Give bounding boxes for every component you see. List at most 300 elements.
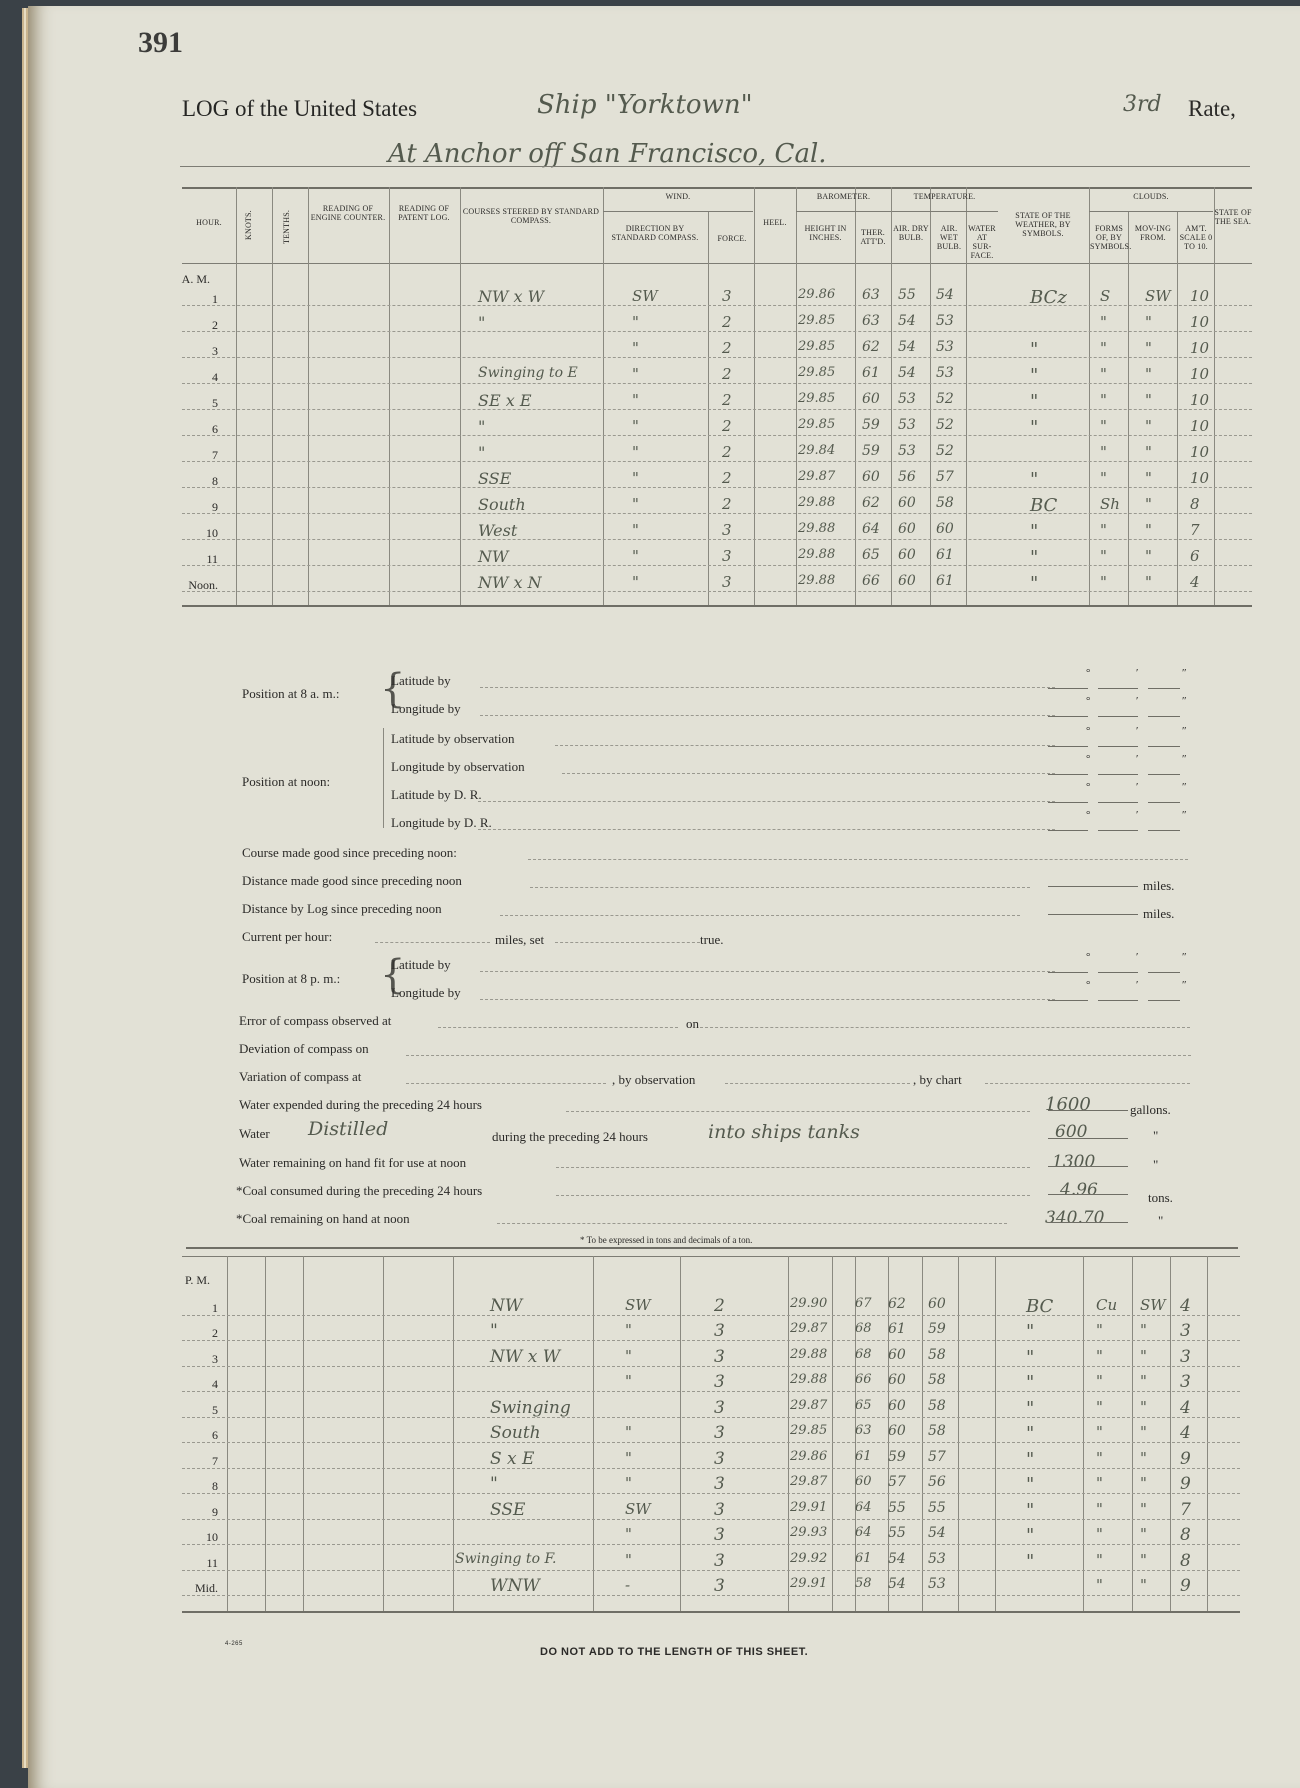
cloud-forms-cell: " bbox=[1096, 1346, 1103, 1365]
dms-box bbox=[1048, 1000, 1088, 1001]
baro-ther-cell: 61 bbox=[862, 365, 880, 381]
cloud-forms-header: FORMS OF, BY SYMBOLS. bbox=[1090, 224, 1132, 251]
air-wet-cell: 58 bbox=[936, 495, 954, 511]
cloud-amount-cell: 10 bbox=[1190, 313, 1210, 331]
dms-box bbox=[1048, 716, 1088, 717]
hour-cell: 2 bbox=[212, 318, 218, 332]
dms-box bbox=[1148, 774, 1180, 775]
baro-height-cell: 29.92 bbox=[790, 1550, 828, 1566]
course-cell: NW bbox=[490, 1295, 523, 1316]
deviation: Deviation of compass on bbox=[239, 1041, 369, 1056]
course-cell: " bbox=[490, 1474, 498, 1494]
barometer-header: BAROMETER. bbox=[816, 192, 871, 201]
dms-box bbox=[1048, 774, 1088, 775]
air-wet-cell: 58 bbox=[928, 1397, 946, 1414]
hour-cell: 11 bbox=[206, 552, 218, 566]
hour-cell: 7 bbox=[212, 1453, 218, 1468]
pm-col-line bbox=[227, 1256, 228, 1611]
air-dry-cell: 53 bbox=[898, 417, 916, 433]
weather-cell: " bbox=[1030, 573, 1039, 594]
cloud-forms-cell: " bbox=[1100, 443, 1107, 461]
degree-mark: ° bbox=[1086, 781, 1091, 793]
degree-mark: ° bbox=[1086, 809, 1091, 821]
water-distilled-hand: Distilled bbox=[308, 1118, 389, 1140]
am-col-line bbox=[796, 187, 797, 605]
wind-dir-cell: " bbox=[625, 1423, 632, 1441]
clouds-header: CLOUDS. bbox=[1133, 192, 1169, 201]
air-dry-cell: 59 bbox=[888, 1448, 906, 1465]
wind-dir-cell: " bbox=[625, 1550, 632, 1569]
current: Current per hour: bbox=[242, 929, 333, 944]
pm-bottom-rule bbox=[182, 1611, 1240, 1613]
baro-ther-cell: 65 bbox=[862, 547, 880, 563]
baro-height-cell: 29.86 bbox=[790, 1448, 828, 1464]
degree-mark: ° bbox=[1086, 725, 1091, 737]
wind-force-cell: 2 bbox=[722, 391, 732, 409]
wind-force-cell: 2 bbox=[722, 443, 732, 461]
second-mark: ″ bbox=[1182, 809, 1187, 821]
pos8am-label: Position at 8 a. m.: bbox=[242, 686, 340, 701]
long-by-8pm: Longitude by bbox=[391, 985, 461, 1000]
minute-mark: ′ bbox=[1136, 979, 1139, 991]
weather-cell: " bbox=[1030, 365, 1039, 386]
coal-consumed: *Coal consumed during the preceding 24 hours bbox=[236, 1183, 483, 1198]
course-cell: NW bbox=[478, 547, 509, 566]
air-wet-cell: 52 bbox=[936, 391, 954, 407]
page-number: 391 bbox=[138, 26, 183, 59]
cloud-amount-cell: 4 bbox=[1180, 1295, 1191, 1316]
true-label: true. bbox=[700, 932, 724, 947]
degree-mark: ° bbox=[1086, 753, 1091, 765]
fill-line bbox=[406, 1083, 606, 1084]
fill-line bbox=[700, 1027, 1190, 1028]
course-cell: " bbox=[478, 313, 486, 332]
baro-ther-cell: 66 bbox=[862, 573, 880, 589]
coal-remaining-value: 340.70 bbox=[1045, 1208, 1105, 1228]
am-row-rule bbox=[182, 435, 1252, 436]
fill-line bbox=[725, 1083, 910, 1084]
cloud-forms-cell: " bbox=[1096, 1499, 1103, 1518]
course-cell: West bbox=[478, 521, 518, 540]
long-by-8am: Longitude by bbox=[391, 701, 461, 716]
cloud-forms-cell: S bbox=[1100, 287, 1111, 305]
fill-line bbox=[406, 1055, 1191, 1056]
degree-mark: ° bbox=[1086, 695, 1091, 707]
heel-header: HEEL. bbox=[763, 218, 787, 227]
coal-remaining: *Coal remaining on hand at noon bbox=[236, 1211, 410, 1226]
dms-box bbox=[1148, 830, 1180, 831]
cloud-amount-cell: 8 bbox=[1190, 495, 1200, 513]
hour-cell: 9 bbox=[212, 500, 218, 514]
baro-ther-cell: 61 bbox=[855, 1448, 872, 1464]
clouds-group-rule bbox=[1089, 211, 1213, 212]
cloud-moving-cell: " bbox=[1140, 1550, 1147, 1569]
water-expended-value: 1600 bbox=[1045, 1094, 1091, 1115]
air-dry-cell: 60 bbox=[888, 1397, 906, 1414]
weather-cell: " bbox=[1030, 417, 1039, 438]
cloud-moving-cell: " bbox=[1145, 339, 1152, 357]
baro-height-cell: 29.93 bbox=[790, 1525, 828, 1540]
cloud-amount-cell: 6 bbox=[1190, 547, 1200, 565]
baro-height-cell: 29.85 bbox=[798, 417, 836, 432]
air-wet-cell: 54 bbox=[928, 1525, 946, 1541]
air-dry-cell: 53 bbox=[898, 391, 916, 407]
air-wet-cell: 55 bbox=[928, 1499, 946, 1516]
wind-force-cell: 3 bbox=[714, 1321, 725, 1341]
hour-cell: 3 bbox=[212, 344, 218, 358]
cloud-moving-header: MOV-ING FROM. bbox=[1134, 224, 1172, 242]
wind-dir-cell: SW bbox=[632, 287, 658, 305]
am-label: A. M. bbox=[181, 272, 210, 286]
pm-col-line bbox=[593, 1256, 594, 1611]
dms-box bbox=[1148, 972, 1180, 973]
course-cell: Swinging to E bbox=[478, 365, 578, 381]
water-surface-header: WATER AT SUR-FACE. bbox=[968, 224, 996, 260]
course-good: Course made good since preceding noon: bbox=[242, 845, 457, 860]
pm-row-rule bbox=[182, 1519, 1240, 1520]
value-box bbox=[1048, 1138, 1128, 1139]
am-row-rule bbox=[182, 357, 1252, 358]
weather-cell: " bbox=[1030, 339, 1039, 360]
cloud-forms-cell: " bbox=[1096, 1448, 1103, 1467]
dms-box bbox=[1048, 972, 1088, 973]
water-remaining: Water remaining on hand fit for use at noon bbox=[239, 1155, 467, 1170]
air-wet-cell: 59 bbox=[928, 1321, 946, 1337]
pm-row-rule bbox=[182, 1570, 1240, 1571]
weather-cell: " bbox=[1030, 521, 1039, 542]
cloud-forms-cell: " bbox=[1100, 573, 1107, 591]
air-wet-cell: 58 bbox=[928, 1423, 946, 1439]
fill-line bbox=[478, 801, 1055, 802]
wind-force-header: FORCE. bbox=[717, 234, 747, 243]
cloud-amount-cell: 9 bbox=[1180, 1448, 1191, 1469]
tenths-header: TENTHS. bbox=[282, 209, 291, 244]
cloud-moving-cell: " bbox=[1140, 1423, 1147, 1441]
hour-cell: 6 bbox=[212, 1428, 218, 1442]
pm-col-line bbox=[453, 1256, 454, 1611]
cloud-forms-cell: " bbox=[1096, 1576, 1103, 1594]
cloud-moving-cell: " bbox=[1145, 365, 1152, 383]
air-dry-cell: 54 bbox=[888, 1550, 906, 1567]
wind-dir-cell: " bbox=[632, 313, 639, 331]
wind-force-cell: 3 bbox=[714, 1346, 725, 1367]
am-row-rule bbox=[182, 461, 1252, 462]
course-cell: SSE bbox=[478, 469, 512, 488]
air-wet-cell: 53 bbox=[928, 1550, 946, 1567]
cloud-amount-cell: 10 bbox=[1190, 417, 1210, 435]
gallons: gallons. bbox=[1130, 1102, 1171, 1117]
air-dry-cell: 60 bbox=[898, 573, 916, 589]
dist-good: Distance made good since preceding noon bbox=[242, 873, 462, 888]
air-wet-cell: 60 bbox=[928, 1295, 946, 1312]
location: At Anchor off San Francisco, Cal. bbox=[388, 139, 827, 169]
cloud-amount-header: AM'T. SCALE 0 TO 10. bbox=[1179, 224, 1213, 251]
am-col-line bbox=[603, 187, 604, 605]
am-row-rule bbox=[182, 331, 1252, 332]
ship-name: Ship "Yorktown" bbox=[537, 90, 753, 120]
wind-dir-cell: " bbox=[632, 417, 639, 435]
dms-box bbox=[1098, 774, 1138, 775]
air-dry-cell: 60 bbox=[888, 1372, 906, 1388]
wind-force-cell: 3 bbox=[714, 1525, 725, 1545]
dms-box bbox=[1098, 972, 1138, 973]
cloud-forms-cell: " bbox=[1100, 313, 1107, 331]
second-mark: ″ bbox=[1182, 951, 1187, 963]
fill-line bbox=[562, 773, 1055, 774]
baro-ther-cell: 64 bbox=[855, 1525, 872, 1540]
pm-col-line bbox=[788, 1256, 789, 1611]
by-obs: , by observation bbox=[612, 1072, 696, 1087]
fill-line bbox=[555, 745, 1055, 746]
pm-col-line bbox=[265, 1256, 266, 1611]
wind-group-rule bbox=[603, 211, 753, 212]
course-cell: " bbox=[478, 443, 486, 462]
am-row-rule bbox=[182, 409, 1252, 410]
air-wet-cell: 61 bbox=[936, 547, 954, 563]
rate-label: Rate, bbox=[1188, 96, 1236, 121]
value-box bbox=[1048, 886, 1138, 887]
cloud-amount-cell: 7 bbox=[1190, 521, 1200, 539]
air-wet-cell: 53 bbox=[936, 365, 954, 381]
course-cell: SE x E bbox=[478, 391, 532, 410]
second-mark: ″ bbox=[1182, 979, 1187, 991]
wind-direction-header: DIRECTION BY STANDARD COMPASS. bbox=[611, 224, 699, 242]
weather-cell: BC bbox=[1030, 495, 1058, 516]
lat-obs: Latitude by observation bbox=[391, 731, 515, 746]
weather-cell: " bbox=[1026, 1423, 1035, 1444]
am-col-line bbox=[460, 187, 461, 605]
weather-cell: " bbox=[1026, 1321, 1035, 1342]
hour-cell: 5 bbox=[212, 1402, 218, 1417]
wind-dir-cell: " bbox=[632, 469, 639, 487]
air-wet-cell: 61 bbox=[936, 573, 954, 589]
air-wet-cell: 52 bbox=[936, 443, 954, 459]
baro-ther-cell: 68 bbox=[855, 1346, 872, 1362]
noon-bracket bbox=[383, 728, 384, 828]
cloud-moving-cell: " bbox=[1145, 469, 1152, 487]
baro-height-cell: 29.85 bbox=[798, 313, 836, 328]
sea-state-header: STATE OF THE SEA. bbox=[1214, 208, 1252, 226]
cloud-amount-cell: 10 bbox=[1190, 391, 1210, 409]
temperature-header: TEMPERATURE. bbox=[913, 192, 976, 201]
log-title bbox=[182, 90, 753, 122]
baro-height-cell: 29.87 bbox=[790, 1397, 828, 1413]
pm-row-rule bbox=[182, 1493, 1240, 1494]
hour-header: HOUR. bbox=[196, 218, 222, 227]
hour-cell: Noon. bbox=[188, 578, 218, 592]
pm-row-rule bbox=[182, 1340, 1240, 1341]
wind-force-cell: 3 bbox=[714, 1372, 725, 1392]
footnote: * To be expressed in tons and decimals of a ton. bbox=[580, 1235, 753, 1245]
cloud-forms-cell: " bbox=[1096, 1321, 1103, 1339]
fill-line bbox=[985, 1083, 1190, 1084]
hour-cell: Mid. bbox=[194, 1581, 218, 1595]
title-prefix: LOG of the United States bbox=[182, 96, 418, 121]
pm-col-line bbox=[383, 1256, 384, 1611]
cloud-moving-cell: " bbox=[1140, 1525, 1147, 1543]
minute-mark: ′ bbox=[1136, 781, 1139, 793]
pm-row-rule bbox=[182, 1391, 1240, 1392]
course-cell: South bbox=[478, 495, 526, 514]
weather-cell: BCz bbox=[1030, 287, 1067, 308]
fill-line bbox=[478, 829, 1055, 830]
second-mark: ″ bbox=[1182, 667, 1187, 679]
cloud-moving-cell: " bbox=[1140, 1448, 1147, 1467]
am-col-line bbox=[308, 187, 309, 605]
degree-mark: ° bbox=[1086, 951, 1091, 963]
pm-col-line bbox=[922, 1256, 923, 1611]
air-dry-cell: 55 bbox=[888, 1499, 906, 1516]
air-wet-cell: 52 bbox=[936, 417, 954, 433]
am-row-rule bbox=[182, 539, 1252, 540]
variation: Variation of compass at bbox=[239, 1069, 362, 1084]
pm-col-line bbox=[1207, 1256, 1208, 1611]
baro-height-cell: 29.88 bbox=[798, 521, 836, 536]
cloud-moving-cell: SW bbox=[1140, 1295, 1166, 1314]
air-dry-cell: 55 bbox=[888, 1525, 906, 1541]
hour-cell: 11 bbox=[206, 1555, 218, 1570]
baro-temp-group-rule bbox=[796, 211, 998, 212]
baro-ther-header: THER. ATT'D. bbox=[860, 228, 886, 246]
fill-line bbox=[480, 999, 1055, 1000]
baro-ther-cell: 62 bbox=[862, 339, 880, 355]
baro-ther-cell: 58 bbox=[855, 1576, 872, 1591]
cloud-forms-cell: " bbox=[1096, 1423, 1103, 1441]
baro-height-cell: 29.91 bbox=[790, 1576, 828, 1591]
cloud-moving-cell: " bbox=[1140, 1346, 1147, 1365]
minute-mark: ′ bbox=[1136, 753, 1139, 765]
hour-cell: 2 bbox=[212, 1326, 218, 1340]
hour-cell: 10 bbox=[206, 526, 218, 540]
am-col-line bbox=[855, 187, 856, 605]
wind-dir-cell: " bbox=[632, 391, 639, 409]
cloud-amount-cell: 3 bbox=[1180, 1346, 1191, 1367]
baro-ther-cell: 63 bbox=[855, 1423, 872, 1438]
minute-mark: ′ bbox=[1136, 725, 1139, 737]
wind-force-cell: 2 bbox=[722, 495, 732, 513]
weather-cell: BC bbox=[1026, 1295, 1054, 1317]
cloud-forms-cell: " bbox=[1100, 391, 1107, 409]
wind-force-cell: 2 bbox=[714, 1295, 725, 1316]
fill-line bbox=[438, 1027, 678, 1028]
air-dry-cell: 54 bbox=[898, 339, 916, 355]
baro-height-cell: 29.86 bbox=[798, 287, 836, 302]
wind-dir-cell: " bbox=[632, 365, 639, 383]
baro-ther-cell: 65 bbox=[855, 1397, 872, 1413]
baro-ther-cell: 63 bbox=[862, 287, 880, 303]
cloud-forms-cell: " bbox=[1100, 365, 1107, 383]
air-wet-header: AIR. WET BULB. bbox=[936, 224, 962, 251]
cloud-amount-cell: 8 bbox=[1180, 1525, 1191, 1545]
hour-cell: 1 bbox=[212, 1300, 218, 1315]
baro-height-header: HEIGHT IN INCHES. bbox=[804, 224, 847, 242]
cloud-amount-cell: 4 bbox=[1180, 1423, 1191, 1443]
air-dry-cell: 60 bbox=[888, 1346, 906, 1363]
wind-dir-cell: " bbox=[625, 1525, 632, 1543]
am-row-rule bbox=[182, 513, 1252, 514]
second-mark: ″ bbox=[1182, 695, 1187, 707]
weather-header: STATE OF THE WEATHER, BY SYMBOLS. bbox=[1015, 211, 1071, 238]
fill-line bbox=[480, 687, 1055, 688]
fill-line bbox=[556, 1195, 1030, 1196]
wind-force-cell: 3 bbox=[722, 287, 732, 305]
am-header-rule bbox=[182, 263, 1252, 264]
cloud-moving-cell: " bbox=[1140, 1321, 1147, 1339]
pm-col-line bbox=[1170, 1256, 1171, 1611]
cloud-forms-cell: " bbox=[1100, 417, 1107, 435]
baro-ther-cell: 60 bbox=[862, 469, 880, 485]
wind-force-cell: 3 bbox=[722, 573, 732, 591]
dms-box bbox=[1098, 688, 1138, 689]
weather-cell: " bbox=[1026, 1372, 1035, 1393]
fill-line bbox=[500, 915, 1020, 916]
wind-dir-cell: " bbox=[632, 547, 639, 565]
hour-cell: 7 bbox=[212, 448, 218, 462]
weather-cell: " bbox=[1026, 1499, 1035, 1521]
baro-height-cell: 29.85 bbox=[798, 391, 836, 406]
air-dry-cell: 61 bbox=[888, 1321, 906, 1337]
pm-row-rule bbox=[182, 1442, 1240, 1443]
cloud-moving-cell: " bbox=[1145, 313, 1152, 331]
dms-box bbox=[1098, 802, 1138, 803]
pm-row-rule bbox=[182, 1366, 1240, 1367]
baro-temp-divider bbox=[891, 187, 892, 605]
pm-row-rule bbox=[182, 1468, 1240, 1469]
baro-ther-cell: 68 bbox=[855, 1321, 872, 1336]
am-row-rule bbox=[182, 487, 1252, 488]
log-sheet bbox=[28, 6, 1300, 1788]
baro-height-cell: 29.88 bbox=[790, 1372, 828, 1387]
air-wet-cell: 53 bbox=[928, 1576, 946, 1592]
minute-mark: ′ bbox=[1136, 667, 1139, 679]
hour-cell: 8 bbox=[212, 1479, 218, 1493]
dist-log: Distance by Log since preceding noon bbox=[242, 901, 442, 916]
tons: tons. bbox=[1148, 1190, 1173, 1205]
on-label: on bbox=[686, 1016, 699, 1031]
water-into-tanks: into ships tanks bbox=[708, 1121, 860, 1143]
minute-mark: ′ bbox=[1136, 951, 1139, 963]
degree-mark: ° bbox=[1086, 979, 1091, 991]
course-cell: Swinging bbox=[490, 1397, 571, 1418]
value-box bbox=[1048, 1222, 1128, 1223]
am-col-line bbox=[1214, 187, 1215, 605]
air-dry-cell: 55 bbox=[898, 287, 916, 303]
wind-header: WIND. bbox=[665, 192, 691, 201]
weather-cell: " bbox=[1026, 1550, 1035, 1572]
air-wet-cell: 57 bbox=[928, 1448, 946, 1465]
value-box bbox=[1048, 914, 1138, 915]
wind-force-cell: 3 bbox=[714, 1423, 725, 1443]
brace: { bbox=[380, 952, 406, 998]
air-wet-cell: 53 bbox=[936, 339, 954, 355]
pm-col-line bbox=[1083, 1256, 1084, 1611]
cloud-moving-cell: " bbox=[1140, 1397, 1147, 1416]
pm-row-rule bbox=[182, 1315, 1240, 1316]
baro-ther-cell: 59 bbox=[862, 443, 880, 459]
am-col-line bbox=[930, 187, 931, 605]
cloud-moving-cell: " bbox=[1145, 547, 1152, 565]
wind-dir-cell: " bbox=[632, 573, 639, 591]
value-box bbox=[1048, 1166, 1128, 1167]
air-dry-cell: 57 bbox=[888, 1474, 906, 1490]
wind-force-cell: 3 bbox=[722, 547, 732, 565]
water-distilled-value: 600 bbox=[1055, 1122, 1088, 1142]
air-dry-cell: 60 bbox=[898, 521, 916, 537]
air-dry-cell: 54 bbox=[888, 1576, 906, 1592]
second-mark: ″ bbox=[1182, 725, 1187, 737]
title-rule bbox=[180, 166, 1250, 167]
baro-ther-cell: 61 bbox=[855, 1550, 872, 1566]
